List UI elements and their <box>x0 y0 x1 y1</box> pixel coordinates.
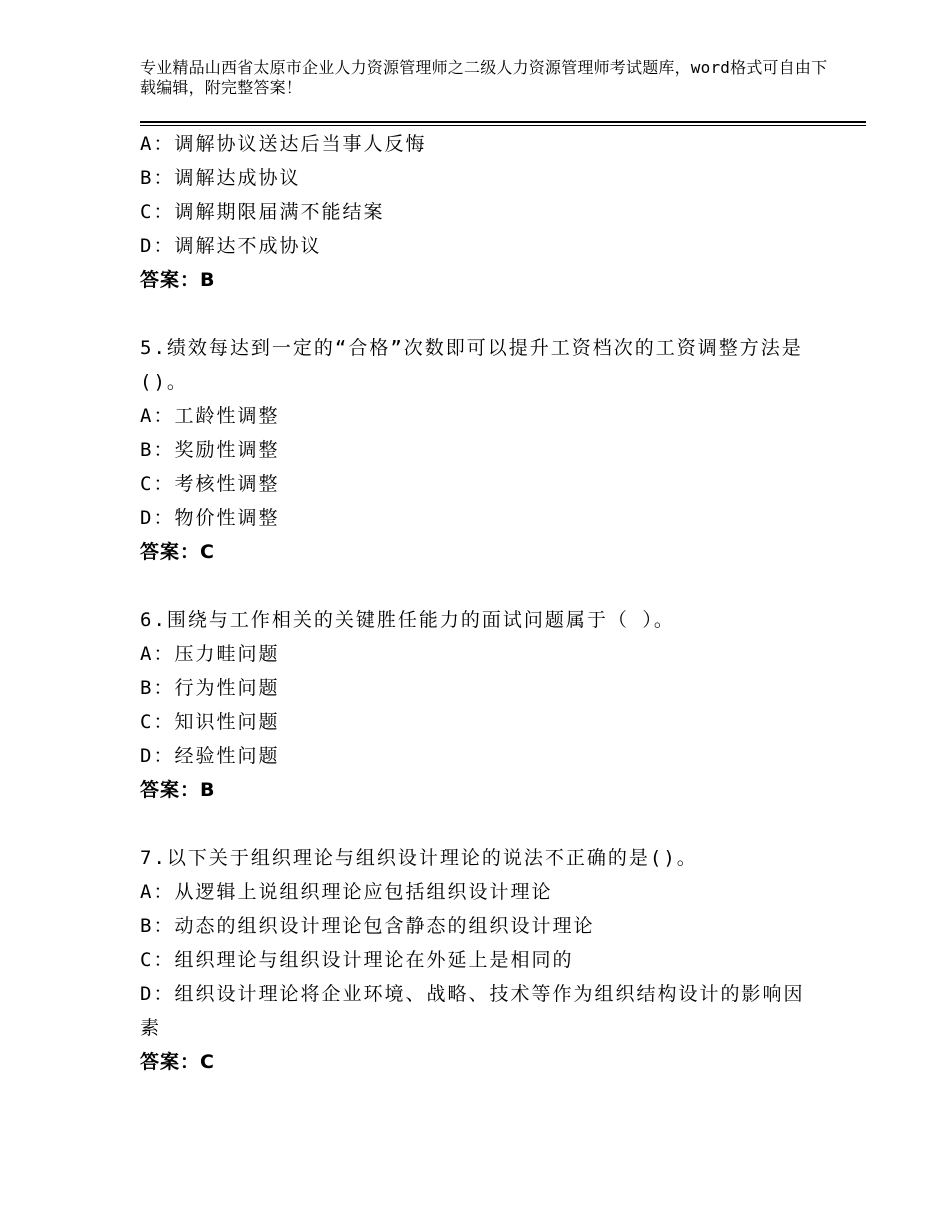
option-c: C：调解期限届满不能结案 <box>140 201 385 223</box>
question-block-partial <box>140 127 820 297</box>
question-content <box>140 127 820 1079</box>
answer-line: 答案：C <box>140 541 215 563</box>
option-d: D：经验性问题 <box>140 745 280 767</box>
question-block-5 <box>140 331 820 569</box>
answer-line: 答案：B <box>140 779 216 801</box>
question-text: 6.围绕与工作相关的关键胜任能力的面试问题属于（ ）。 <box>140 609 675 631</box>
option-b: B：动态的组织设计理论包含静态的组织设计理论 <box>140 915 595 937</box>
answer-line: 答案：B <box>140 269 216 291</box>
option-c: C：考核性调整 <box>140 473 280 495</box>
answer-line: 答案：C <box>140 1051 215 1073</box>
option-b: B：奖励性调整 <box>140 439 280 461</box>
option-a: A：压力畦问题 <box>140 643 280 665</box>
spacer <box>140 807 820 841</box>
question-block-6 <box>140 603 820 807</box>
option-a: A：工龄性调整 <box>140 405 280 427</box>
option-a: A：从逻辑上说组织理论应包括组织设计理论 <box>140 881 553 903</box>
option-c: C：组织理论与组织设计理论在外延上是相同的 <box>140 949 574 971</box>
question-text: 5.绩效每达到一定的“合格”次数即可以提升工资档次的工资调整方法是()。 <box>140 337 803 393</box>
option-b: B：调解达成协议 <box>140 167 301 189</box>
header-divider-thin <box>140 125 866 126</box>
option-a: A：调解协议送达后当事人反悔 <box>140 133 427 155</box>
question-block-7 <box>140 841 820 1079</box>
option-b: B：行为性问题 <box>140 677 280 699</box>
question-text: 7.以下关于组织理论与组织设计理论的说法不正确的是()。 <box>140 847 698 869</box>
document-header: 专业精品山西省太原市企业人力资源管理师之二级人力资源管理师考试题库，word格式可自由下载编辑，附完整答案！ <box>140 58 828 97</box>
header-divider-thick <box>140 121 866 123</box>
spacer <box>140 297 820 331</box>
option-d: D：调解达不成协议 <box>140 235 322 257</box>
option-d: D：物价性调整 <box>140 507 280 529</box>
option-d: D：组织设计理论将企业环境、战略、技术等作为组织结构设计的影响因素 <box>140 983 805 1039</box>
option-c: C：知识性问题 <box>140 711 280 733</box>
spacer <box>140 569 820 603</box>
